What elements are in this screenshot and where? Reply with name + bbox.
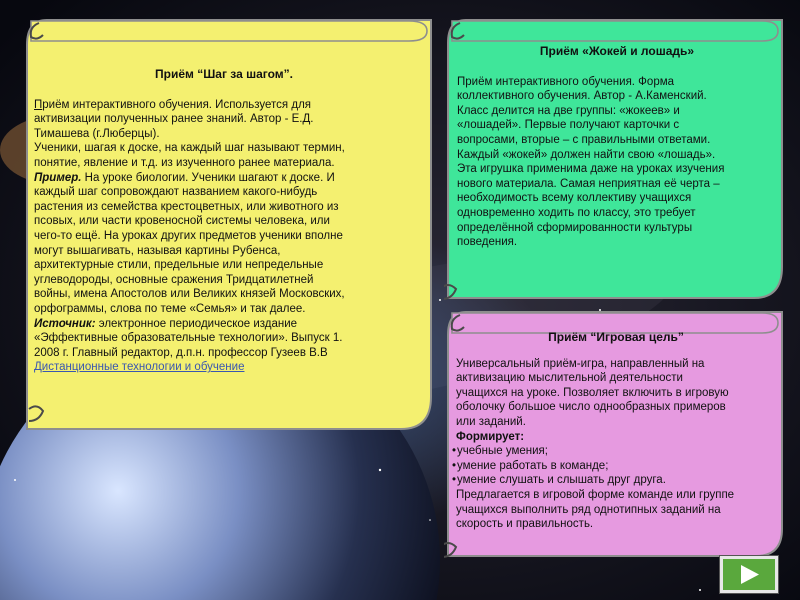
card-title: Приём “Шаг за шагом”. xyxy=(155,67,293,81)
forms-list xyxy=(452,444,780,488)
card-title: Приём «Жокей и лошадь» xyxy=(539,44,695,58)
text-line: активизацию мыслительной деятельности xyxy=(456,372,683,385)
text-line: Каждый «жокей» должен найти свою «лошадь». xyxy=(457,148,716,161)
text-run: псовых, или части кровеносной системы человека, или xyxy=(34,215,330,228)
text-run: войны, имена Апостолов или Великих князей Московских, xyxy=(34,288,345,301)
list-item: • умение слушать и слышать друг друга. xyxy=(452,473,780,488)
text-line: поведения. xyxy=(457,236,518,249)
text-line xyxy=(34,200,414,215)
text-line: необходимость всему коллективу учащихся xyxy=(457,192,692,205)
text-line: или заданий. xyxy=(456,415,526,428)
text-run: Источник: xyxy=(34,317,96,330)
text-run: активизации полученных ранее знаний. Автор - Е.Д. xyxy=(34,113,314,126)
text-run: риём интерактивного обучения. Используется для xyxy=(42,98,312,111)
text-line xyxy=(34,317,414,332)
text-run: каждый шаг сопровождают названием какого-нибудь xyxy=(34,186,318,199)
card-body xyxy=(34,98,414,361)
text-line xyxy=(34,273,414,288)
text-line xyxy=(34,287,414,302)
card-intro xyxy=(452,357,780,430)
text-line: Эта игрушка применима даже на уроках изучения xyxy=(457,163,725,176)
card-game-goal xyxy=(444,309,786,559)
text-line xyxy=(34,258,414,273)
text-line: «лошадей». Первые получают карточки с xyxy=(457,119,680,132)
text-run: Тимашева (г.Люберцы). xyxy=(34,127,160,140)
text-line xyxy=(34,156,414,171)
text-line xyxy=(34,214,414,229)
text-line: вопросами, вторые – с правильными ответами. xyxy=(457,133,711,146)
text-line xyxy=(34,127,414,142)
text-run: П xyxy=(34,98,43,111)
card-body xyxy=(457,75,777,250)
text-run: углеводороды, основные сражения Тридцатилетней xyxy=(34,273,314,286)
card-step-by-step xyxy=(23,17,435,432)
text-line: скорость и правильность. xyxy=(456,518,594,531)
text-line xyxy=(34,331,414,346)
text-run: могут вышагивать, называя картины Рубенса, xyxy=(34,244,281,257)
text-line: оболочку большое число однообразных примеров xyxy=(456,401,726,414)
text-line: Класс делится на две группы: «жокеев» и xyxy=(457,104,680,117)
text-run: архитектурные стили, предельные или непредельные xyxy=(34,259,324,272)
text-line xyxy=(34,346,414,361)
text-line: учащихся на уроке. Позволяет включить в игровую xyxy=(456,386,729,399)
text-line: Универсальный приём-игра, направленный на xyxy=(456,357,705,370)
triangle-right-icon xyxy=(723,559,775,590)
list-item: • умение работать в команде; xyxy=(452,459,780,474)
text-run: орфограммы, слова по теме «Семья» и так далее. xyxy=(34,302,306,315)
text-line xyxy=(34,141,414,156)
card-outro xyxy=(452,488,780,532)
text-line: Предлагается в игровой форме команде или группе xyxy=(456,488,735,501)
text-line xyxy=(34,98,414,113)
text-line: учащихся выполнить ряд однотипных заданий на xyxy=(456,503,721,516)
text-line xyxy=(34,185,414,200)
forms-label: Формирует: xyxy=(456,430,525,443)
text-run: электронное периодическое издание xyxy=(95,317,298,330)
text-run: чего-то ещё. На уроках других предметов ученики вполне xyxy=(34,229,343,242)
text-run: понятие, явление и т.д. из изученного ранее материала. xyxy=(34,156,335,169)
text-line: коллективного обучения. Автор - А.Каменский. xyxy=(457,90,707,103)
text-line xyxy=(34,244,414,259)
text-run: 2008 г. Главный редактор, д.п.н. профессор Гузеев В.В xyxy=(34,346,328,359)
text-line: Приём интерактивного обучения. Форма xyxy=(457,75,675,88)
text-run: На уроке биологии. Ученики шагают к доске. И xyxy=(81,171,335,184)
text-line xyxy=(34,302,414,317)
text-line: определённой сформированности культуры xyxy=(457,221,693,234)
text-line xyxy=(34,112,414,127)
text-line xyxy=(34,229,414,244)
card-title: Приём “Игровая цель” xyxy=(548,330,684,344)
text-run: «Эффективные образовательные технологии». Выпуск 1. xyxy=(34,332,343,345)
next-slide-button[interactable] xyxy=(720,556,778,593)
text-run: Пример. xyxy=(34,171,82,184)
source-link[interactable]: Дистанционные технологии и обучение xyxy=(34,361,245,374)
list-item: • учебные умения; xyxy=(452,444,780,459)
text-line: одновременно ходить по классу, это требует xyxy=(457,206,696,219)
text-run: Ученики, шагая к доске, на каждый шаг называют термин, xyxy=(34,142,345,155)
text-run: растения из семейства крестоцветных, или животного из xyxy=(34,200,339,213)
text-line xyxy=(34,171,414,186)
card-jockey-horse xyxy=(444,17,786,301)
text-line: нового материала. Самая неприятная её черта – xyxy=(457,177,720,190)
